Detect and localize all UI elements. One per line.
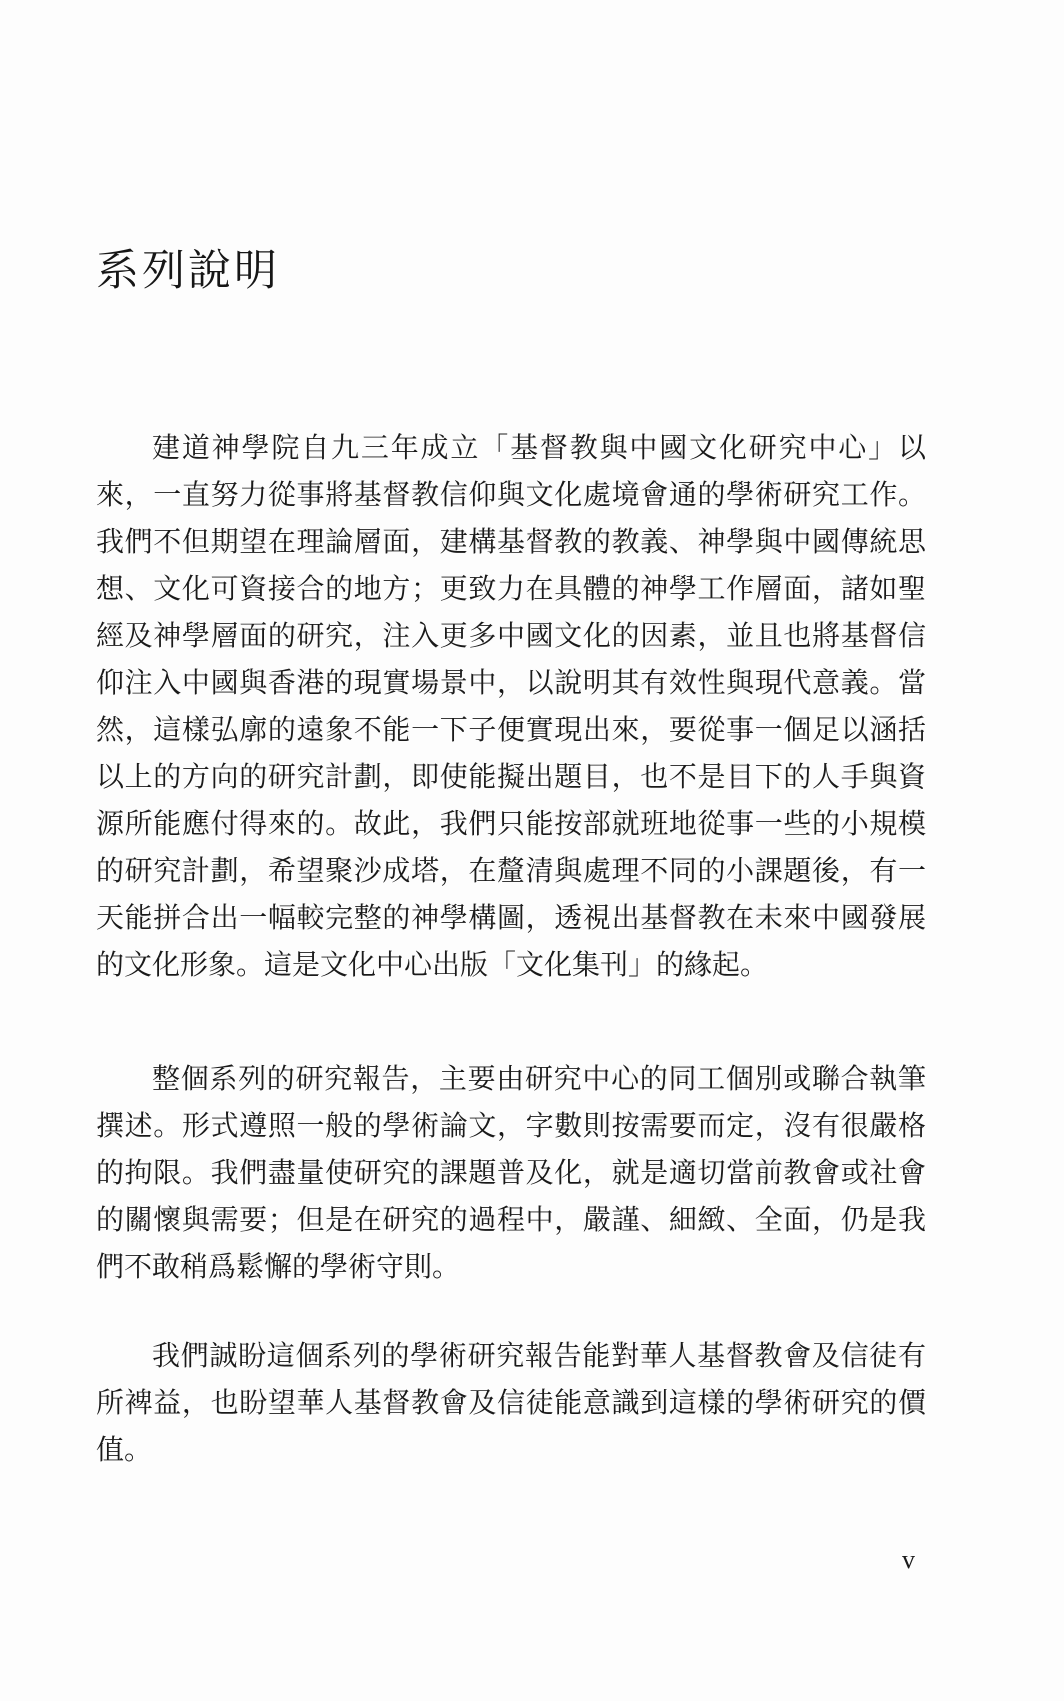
- page-title: 系列說明: [96, 245, 280, 296]
- paragraph-2: 整個系列的研究報告，主要由研究中心的同工個別或聯合執筆撰述。形式遵照一般的學術論文，字數則按需要而定，沒有很嚴格的拘限。我們盡量使研究的課題普及化，就是適切當前教會或社會的關懷與需要；但是在研究的過程中，嚴謹、細緻、全面，仍是我們不敢稍爲鬆懈的學術守則。: [96, 1062, 926, 1283]
- page-number: v: [902, 1545, 915, 1574]
- paragraph-3: 我們誠盼這個系列的學術研究報告能對華人基督教會及信徒有所裨益，也盼望華人基督教會及信徒能意識到這樣的學術研究的價值。: [96, 1339, 926, 1466]
- paragraph-1: 建道神學院自九三年成立「基督教與中國文化研究中心」以來，一直努力從事將基督教信仰與文化處境會通的學術研究工作。我們不但期望在理論層面，建構基督教的教義、神學與中國傳統思想、文化可資接合的地方；更致力在具體的神學工作層面，諸如聖經及神學層面的研究，注入更多中國文化的因素，並且也將基督信仰注入中國與香港的現實場景中，以說明其有效性與現代意義。當然，這樣弘廓的遠象不能一下子便實現出來，要從事一個足以涵括以上的方向的研究計劃，即使能擬出題目，也不是目下的人手與資源所能應付得來的。故此，我們只能按部就班地從事一些的小規模的研究計劃，希望聚沙成塔，在釐清與處理不同的小課題後，有一天能拼合出一幅較完整的神學構圖，透視出基督教在未來中國發展的文化形象。這是文化中心出版「文化集刊」的緣起。: [96, 431, 926, 981]
